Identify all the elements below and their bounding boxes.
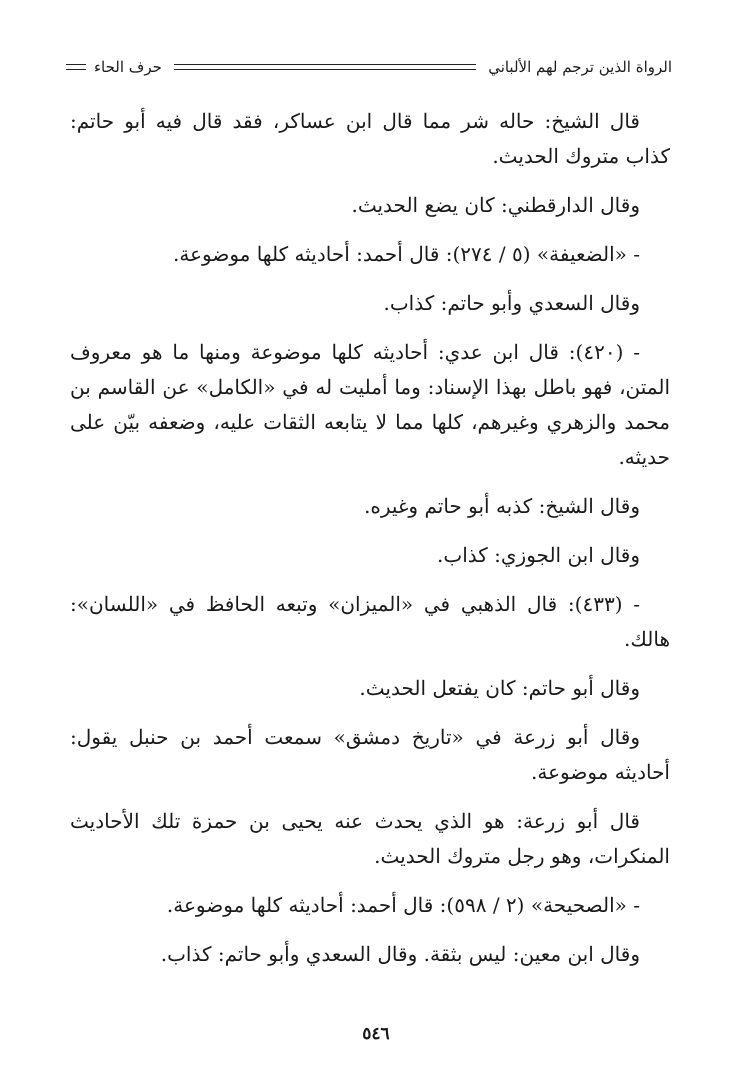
paragraph: وقال أبو حاتم: كان يفتعل الحديث. xyxy=(359,676,640,700)
paragraph: وقال السعدي وأبو حاتم: كذاب. xyxy=(383,291,640,315)
main-text xyxy=(70,104,670,986)
paragraph: - (٤٣٣): قال الذهبي في «الميزان» وتبعه الحافظ في «اللسان»: هالك. xyxy=(70,592,670,651)
paragraph: قال الشيخ: حاله شر مما قال ابن عساكر، فقد قال فيه أبو حاتم: كذاب متروك الحديث. xyxy=(70,109,670,168)
paragraph: وقال الشيخ: كذبه أبو حاتم وغيره. xyxy=(364,494,640,518)
book-title: الرواة الذين ترجم لهم الألباني xyxy=(488,58,672,76)
paragraph: - «الصحيحة» (٢ / ٥٩٨): قال أحمد: أحاديثه كلها موضوعة. xyxy=(166,893,640,917)
running-header xyxy=(66,56,672,78)
paragraph: - (٤٢٠): قال ابن عدي: أحاديثه كلها موضوعة ومنها ما هو معروف المتن، فهو باطل بهذا الإسناد: وما أمليت له في «الكامل» عن القاسم بن محمد والزهري وغيرهم، كلها مما لا يتابعه الثقات عليه، وضعفه بيّن على حديثه. xyxy=(70,340,670,469)
paragraph: وقال أبو زرعة في «تاريخ دمشق» سمعت أحمد بن حنبل يقول: أحاديثه موضوعة. xyxy=(70,725,670,784)
paragraph: - «الضعيفة» (٥ / ٢٧٤): قال أحمد: أحاديثه كلها موضوعة. xyxy=(172,242,640,266)
paragraph: وقال ابن معين: ليس بثقة. وقال السعدي وأبو حاتم: كذاب. xyxy=(160,942,640,966)
paragraph: قال أبو زرعة: هو الذي يحدث عنه يحيى بن حمزة تلك الأحاديث المنكرات، وهو رجل متروك الحديث. xyxy=(70,809,670,868)
paragraph: وقال ابن الجوزي: كذاب. xyxy=(437,543,640,567)
paragraph: وقال الدارقطني: كان يضع الحديث. xyxy=(351,193,640,217)
chapter-title: حرف الحاء xyxy=(94,58,162,76)
page-number: ٥٤٦ xyxy=(362,1024,390,1044)
header-rule xyxy=(174,64,476,70)
header-rule-end xyxy=(66,64,86,70)
